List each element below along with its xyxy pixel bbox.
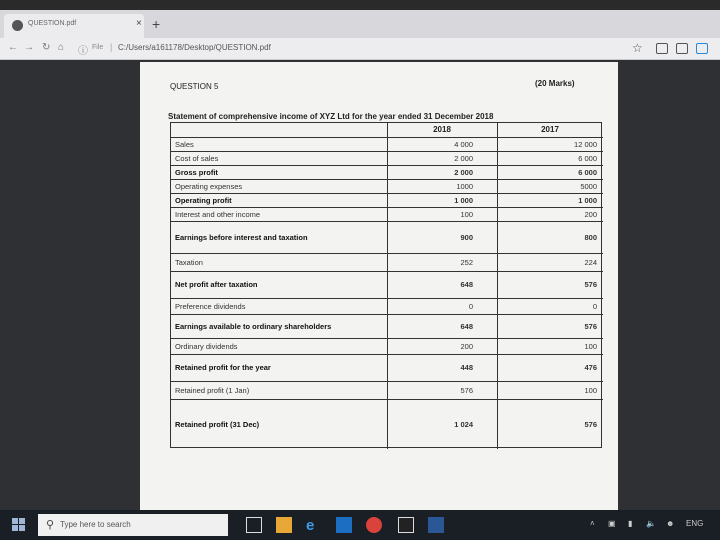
row-label: Operating expenses [175,181,243,191]
pdf-page [140,62,618,512]
tray-chevron-icon[interactable]: ˄ [590,519,595,528]
value-2017: 800 [584,232,597,242]
value-2018: 2 000 [454,153,473,163]
row-divider [171,271,603,272]
value-2018: 1000 [456,181,473,191]
column-header-2017: 2017 [541,125,559,134]
reading-view-icon[interactable] [656,43,668,54]
value-2017: 224 [584,257,597,267]
table-row [171,165,603,179]
value-2018: 1 000 [454,195,473,205]
forward-icon[interactable]: → [24,42,34,53]
row-divider [171,193,603,194]
battery-icon[interactable]: ▮ [628,519,633,528]
value-2018: 252 [460,257,473,267]
row-divider [171,338,603,339]
favorite-star-icon[interactable]: ☆ [632,41,643,55]
table-row [171,137,603,151]
value-2018: 4 000 [454,139,473,149]
row-label: Cost of sales [175,153,219,163]
row-label: Retained profit for the year [175,363,271,372]
value-2017: 6 000 [578,167,597,177]
file-explorer-icon[interactable] [276,517,292,533]
language-indicator[interactable]: ENG [686,519,704,528]
search-placeholder: Type here to search [60,520,131,529]
tab-title: QUESTION.pdf [28,20,77,27]
table-row [171,151,603,165]
taskbar [0,510,720,540]
edge-icon[interactable]: e [306,517,315,534]
address-input[interactable]: C:/Users/a161178/Desktop/QUESTION.pdf [118,43,271,52]
table-row [171,221,603,253]
value-2017: 6 000 [578,153,597,163]
value-2018: 648 [460,280,473,289]
row-label: Sales [175,139,194,149]
row-label: Net profit after taxation [175,280,258,289]
value-2018: 1 024 [454,419,473,429]
value-2018: 100 [460,209,473,219]
value-2017: 576 [584,280,597,289]
tab-bar [0,10,720,38]
tab-question-pdf[interactable] [4,14,144,38]
taskbar-search-input[interactable] [38,514,228,536]
table-row [171,253,603,271]
value-2018: 648 [460,321,473,331]
row-divider [171,151,603,152]
value-2017: 576 [584,321,597,331]
row-divider [171,381,603,382]
extension-icon[interactable] [676,43,688,54]
terminal-icon[interactable] [398,517,414,533]
word-icon[interactable] [428,517,444,533]
question-title: QUESTION 5 [170,82,219,91]
value-2017: 200 [584,209,597,219]
volume-icon[interactable]: 🔈 [646,519,656,528]
address-bar [0,38,720,60]
value-2017: 12 000 [574,139,597,149]
refresh-icon[interactable]: ↻ [42,42,51,53]
row-divider [171,179,603,180]
table-row [171,381,603,399]
value-2017: 0 [592,301,597,311]
value-2018: 576 [460,385,473,395]
row-label: Retained profit (1 Jan) [175,385,250,395]
row-label: Earnings available to ordinary shareholders [175,321,332,331]
share-icon[interactable] [696,43,708,54]
table-row [171,399,603,449]
row-divider [171,221,603,222]
marks-label: (20 Marks) [535,79,575,88]
value-2017: 576 [584,419,597,429]
value-2018: 900 [460,232,473,242]
table-row [171,354,603,381]
value-2017: 100 [584,385,597,395]
network-icon[interactable]: ▣ [608,519,616,528]
column-header-2018: 2018 [433,125,451,134]
row-label: Operating profit [175,195,232,205]
search-icon: ⚲ [46,519,55,531]
address-separator: | [110,42,113,52]
table-row [171,298,603,314]
table-row [171,314,603,338]
value-2017: 5000 [580,181,597,191]
table-row [171,179,603,193]
table-row [171,207,603,221]
row-label: Taxation [175,257,203,267]
home-icon[interactable]: ⌂ [58,42,65,53]
task-view-icon[interactable] [246,517,262,533]
value-2018: 0 [468,301,473,311]
value-2017: 476 [584,363,597,372]
row-label: Retained profit (31 Dec) [175,419,260,429]
info-icon[interactable]: ⓘ [78,46,88,57]
row-divider [171,314,603,315]
back-icon[interactable]: ← [8,42,18,53]
row-label: Preference dividends [175,301,246,311]
value-2018: 200 [460,341,473,351]
row-divider [171,354,603,355]
row-divider [171,298,603,299]
people-icon[interactable]: ☻ [666,519,675,528]
address-prefix: File [92,44,104,51]
value-2018: 2 000 [454,167,473,177]
row-divider [171,207,603,208]
browser-icon [12,20,23,31]
table-row [171,271,603,298]
row-label: Gross profit [175,167,218,177]
row-label: Earnings before interest and taxation [175,232,308,242]
row-label: Ordinary dividends [175,341,238,351]
table-row [171,338,603,354]
income-statement-table [170,122,602,448]
row-label: Interest and other income [175,209,261,219]
table-row [171,193,603,207]
chrome-icon[interactable] [366,517,382,533]
row-divider [171,165,603,166]
statement-title: Statement of comprehensive income of XYZ Ltd for the year ended 31 December 2018 [168,112,494,121]
row-divider [171,399,603,400]
row-divider [171,253,603,254]
value-2017: 1 000 [578,195,597,205]
value-2017: 100 [584,341,597,351]
value-2018: 448 [460,363,473,372]
windows-start-icon[interactable] [12,518,26,532]
outlook-icon[interactable] [336,517,352,533]
new-tab-icon[interactable]: + [152,16,161,32]
close-icon[interactable]: × [136,18,142,29]
